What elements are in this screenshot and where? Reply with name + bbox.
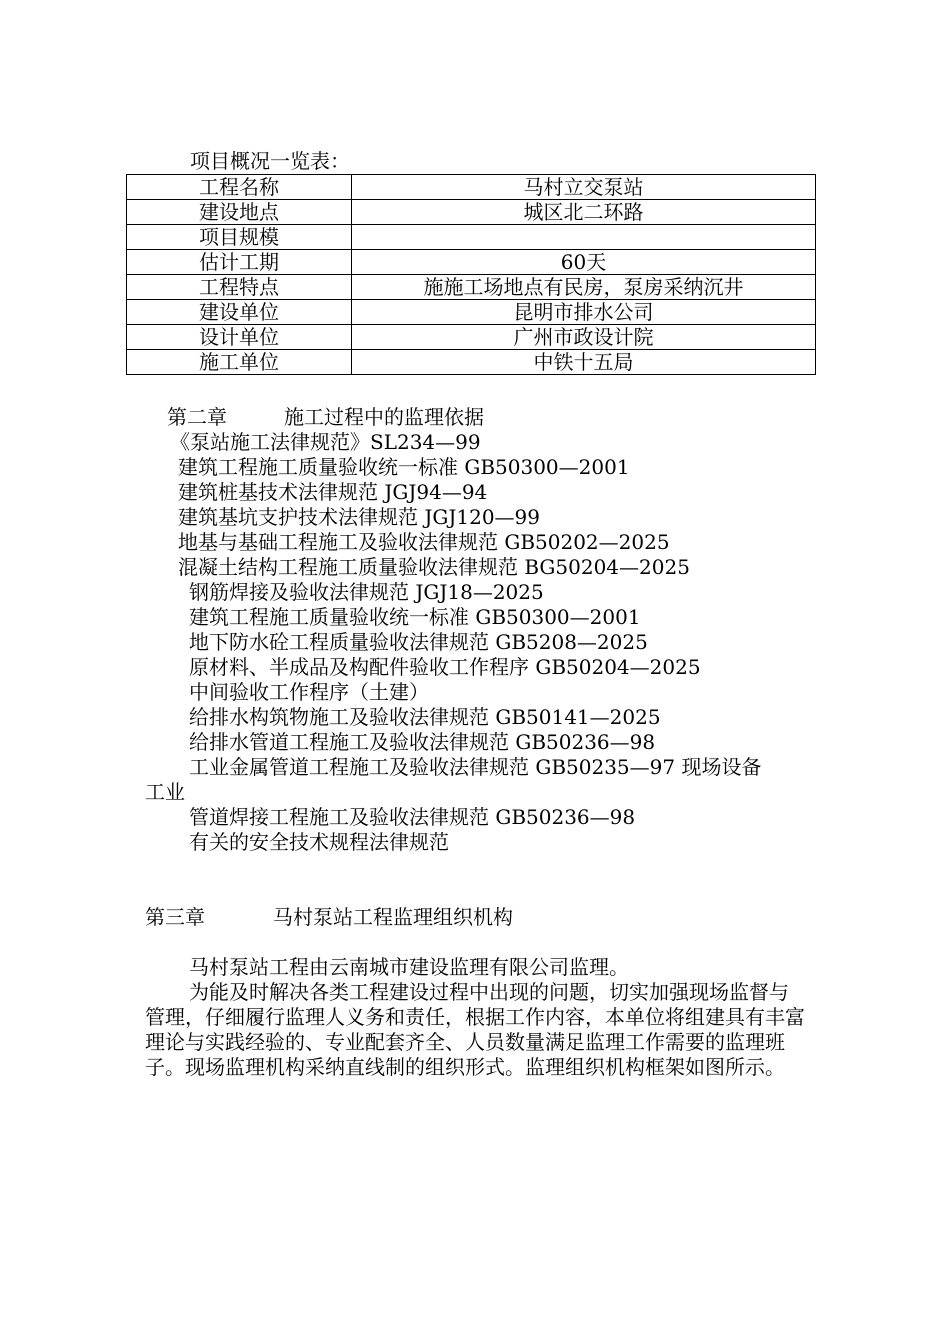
table-label-cell: 施工单位 xyxy=(127,350,352,375)
reference-item: 建筑工程施工质量验收统一标准 GB50300—2001 xyxy=(189,605,641,629)
chapter-2-number: 第二章 xyxy=(167,405,227,429)
reference-item: 混凝土结构工程施工质量验收法律规范 BG50204—2025 xyxy=(178,555,690,579)
table-row xyxy=(127,175,816,200)
chapter-3-title: 马村泵站工程监理组织机构 xyxy=(273,905,513,929)
reference-item: 原材料、半成品及构配件验收工作程序 GB50204—2025 xyxy=(189,655,701,679)
table-value-cell: 60天 xyxy=(352,250,816,275)
reference-item: 建筑桩基技术法律规范 JGJ94—94 xyxy=(178,480,488,504)
reference-item: 地下防水砼工程质量验收法律规范 GB5208—2025 xyxy=(189,630,648,654)
reference-item: 管道焊接工程施工及验收法律规范 GB50236—98 xyxy=(189,805,636,829)
reference-item: 工业金属管道工程施工及验收法律规范 GB50235—97 现场设备 xyxy=(189,755,762,779)
table-label-cell: 工程特点 xyxy=(127,275,352,300)
table-value-cell: 马村立交泵站 xyxy=(352,175,816,200)
reference-item: 有关的安全技术规程法律规范 xyxy=(189,830,449,854)
reference-item-continued: 工业 xyxy=(145,780,185,804)
table-row xyxy=(127,350,816,375)
table-value-cell: 城区北二环路 xyxy=(352,200,816,225)
reference-item: 给排水构筑物施工及验收法律规范 GB50141—2025 xyxy=(189,705,661,729)
table-row xyxy=(127,225,816,250)
table-row xyxy=(127,325,816,350)
table-caption: 项目概况一览表： xyxy=(190,149,350,173)
table-row xyxy=(127,200,816,225)
reference-item: 建筑工程施工质量验收统一标准 GB50300—2001 xyxy=(178,455,630,479)
table-label-cell: 工程名称 xyxy=(127,175,352,200)
reference-item: 给排水管道工程施工及验收法律规范 GB50236—98 xyxy=(189,730,656,754)
project-overview-table xyxy=(126,174,816,375)
table-label-cell: 设计单位 xyxy=(127,325,352,350)
table-label-cell: 建设地点 xyxy=(127,200,352,225)
reference-item: 地基与基础工程施工及验收法律规范 GB50202—2025 xyxy=(178,530,670,554)
table-value-cell: 施施工场地点有民房，泵房采纳沉井 xyxy=(352,275,816,300)
chapter-2-title: 施工过程中的监理依据 xyxy=(284,405,484,429)
table-label-cell: 建设单位 xyxy=(127,300,352,325)
table-value-cell: 中铁十五局 xyxy=(352,350,816,375)
table-row xyxy=(127,275,816,300)
table-label-cell: 估计工期 xyxy=(127,250,352,275)
paragraph: 为能及时解决各类工程建设过程中出现的问题，切实加强现场监督与管理，仔细履行监理人义务和责任，根据工作内容，本单位将组建具有丰富理论与实践经验的、专业配套齐全、人员数量满足监理工作需要的监理班子。现场监理机构采纳直线制的组织形式。监理组织机构框架如图所示。 xyxy=(145,980,805,1079)
table-value-cell: 昆明市排水公司 xyxy=(352,300,816,325)
table-row xyxy=(127,250,816,275)
paragraph: 马村泵站工程由云南城市建设监理有限公司监理。 xyxy=(189,955,629,979)
table-value-cell xyxy=(352,225,816,250)
table-value-cell: 广州市政设计院 xyxy=(352,325,816,350)
reference-item: 钢筋焊接及验收法律规范 JGJ18—2025 xyxy=(189,580,544,604)
table-row xyxy=(127,300,816,325)
chapter-3-number: 第三章 xyxy=(145,905,205,929)
reference-item: 建筑基坑支护技术法律规范 JGJ120—99 xyxy=(178,505,540,529)
reference-item: 《泵站施工法律规范》SL234—99 xyxy=(170,430,481,454)
chapter-3-body xyxy=(145,955,807,1080)
table-label-cell: 项目规模 xyxy=(127,225,352,250)
reference-item: 中间验收工作程序（土建） xyxy=(189,680,429,704)
